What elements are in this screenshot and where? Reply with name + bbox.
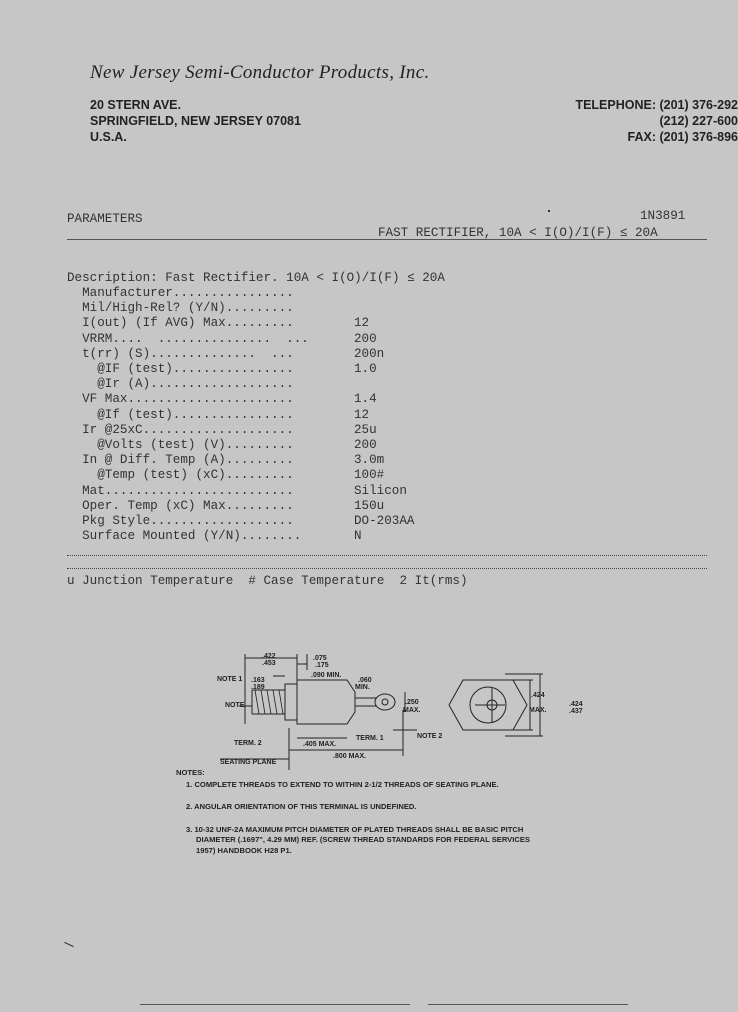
part-subtitle: FAST RECTIFIER, 10A < I(O)/I(F) ≤ 20A	[378, 226, 658, 240]
parameters-label: PARAMETERS	[67, 212, 143, 226]
term-2-label: TERM. 2	[234, 740, 262, 747]
parameter-label: @If (test)................	[67, 407, 294, 422]
parameter-value: Silicon	[354, 483, 407, 498]
parameter-value: 150u	[354, 498, 385, 513]
dim-label: .060	[358, 677, 372, 684]
parameter-label: VF Max......................	[67, 392, 294, 407]
dim-label: .424	[569, 701, 583, 708]
dim-label: .800 MAX.	[333, 753, 367, 760]
parameter-value: 12	[354, 316, 370, 331]
package-outline-drawing	[205, 640, 605, 775]
term-1-label: TERM. 1	[356, 735, 384, 742]
note-3: 3. 10-32 UNF-2A MAXIMUM PITCH DIAMETER OF PLATED THREADS SHALL BE BASIC PITCH	[186, 825, 524, 834]
parameter-value: 200	[354, 438, 377, 452]
dim-label: .075	[313, 655, 327, 662]
parameter-label: Pkg Style...................	[67, 514, 294, 528]
scan-dot	[548, 210, 550, 212]
parameter-value: 200	[354, 331, 377, 346]
header-rule	[67, 239, 707, 240]
dim-label: MIN.	[355, 684, 370, 691]
parameter-label: @Volts (test) (V).........	[67, 438, 294, 452]
parameter-value: 1.0	[354, 362, 377, 376]
dim-label: .453	[262, 660, 276, 667]
parameter-label: @Temp (test) (xC).........	[67, 468, 294, 483]
note-2: 2. ANGULAR ORIENTATION OF THIS TERMINAL IS UNDEFINED.	[186, 802, 417, 811]
parameter-label: Mat.........................	[67, 483, 294, 498]
contact-numbers	[568, 97, 738, 145]
scan-edge-line	[140, 1004, 410, 1005]
parameter-value: 1.4	[354, 392, 377, 407]
dim-label: MAX.	[403, 707, 421, 714]
scan-edge-line	[428, 1004, 628, 1005]
fax-line: FAX: (201) 376-896	[627, 130, 738, 144]
description-line: Description: Fast Rectifier. 10A < I(O)/I(F) ≤ 20A	[67, 271, 445, 285]
address-line: 20 STERN AVE.	[90, 98, 181, 112]
parameter-label: VRRM.... ............... ...	[67, 331, 309, 346]
notes-heading: NOTES:	[176, 768, 205, 777]
company-address	[90, 97, 301, 145]
table-divider	[67, 555, 707, 556]
seating-plane-label: SEATING PLANE	[220, 759, 277, 766]
note-1-label: NOTE 1	[217, 676, 243, 683]
parameter-label: Surface Mounted (Y/N)........	[67, 529, 302, 544]
parameter-label: @Ir (A)...................	[67, 377, 294, 392]
parameter-label: Mil/High-Rel? (Y/N).........	[67, 301, 294, 316]
note-3-continued: DIAMETER (.1697", 4.29 MM) REF. (SCREW THREAD STANDARDS FOR FEDERAL SERVICES	[196, 835, 530, 844]
note-3-continued: 1957) HANDBOOK H28 P1.	[196, 846, 292, 855]
scan-mark	[64, 942, 73, 947]
dim-label: .163	[251, 677, 265, 684]
dim-label: .175	[315, 662, 329, 669]
parameter-value: 100#	[354, 468, 385, 483]
parameter-label: In @ Diff. Temp (A).........	[67, 453, 294, 468]
part-number: 1N3891	[640, 209, 686, 223]
dim-label: .405 MAX.	[303, 741, 337, 748]
parameter-label: Manufacturer................	[67, 286, 294, 300]
dim-label: .422	[262, 653, 276, 660]
address-line: SPRINGFIELD, NEW JERSEY 07081	[90, 114, 301, 128]
company-name: New Jersey Semi-Conductor Products, Inc.	[90, 62, 430, 83]
parameter-label: I(out) (If AVG) Max.........	[67, 316, 294, 331]
note-2-label: NOTE 2	[417, 733, 443, 740]
parameter-value: 200n	[354, 346, 385, 361]
telephone-line: (212) 227-600	[659, 114, 738, 128]
dim-label: MAX.	[529, 707, 547, 714]
note-label: NOTE	[225, 702, 245, 709]
parameter-label: Oper. Temp (xC) Max.........	[67, 498, 294, 513]
dim-label: .090 MIN.	[311, 672, 342, 679]
parameter-table	[67, 286, 667, 546]
note-1: 1. COMPLETE THREADS TO EXTEND TO WITHIN 2-1/2 THREADS OF SEATING PLANE.	[186, 780, 499, 789]
address-line: U.S.A.	[90, 130, 127, 144]
parameter-value: DO-203AA	[354, 514, 415, 528]
parameter-label: Ir @25xC....................	[67, 422, 294, 437]
parameter-value: 25u	[354, 422, 377, 437]
dim-label: .424	[531, 692, 545, 699]
parameter-value: 12	[354, 407, 370, 422]
parameter-label: t(rr) (S).............. ...	[67, 346, 294, 361]
parameter-label: @IF (test)................	[67, 362, 294, 376]
dim-label: .250	[405, 699, 419, 706]
parameter-value: 3.0m	[354, 453, 385, 468]
telephone-line: TELEPHONE: (201) 376-292	[575, 98, 738, 112]
temperature-footnote: u Junction Temperature # Case Temperature 2 It(rms)	[67, 574, 468, 588]
dim-label: .189	[251, 684, 265, 691]
parameter-value: N	[354, 529, 362, 544]
dim-label: .437	[569, 708, 583, 715]
table-divider	[67, 568, 707, 569]
